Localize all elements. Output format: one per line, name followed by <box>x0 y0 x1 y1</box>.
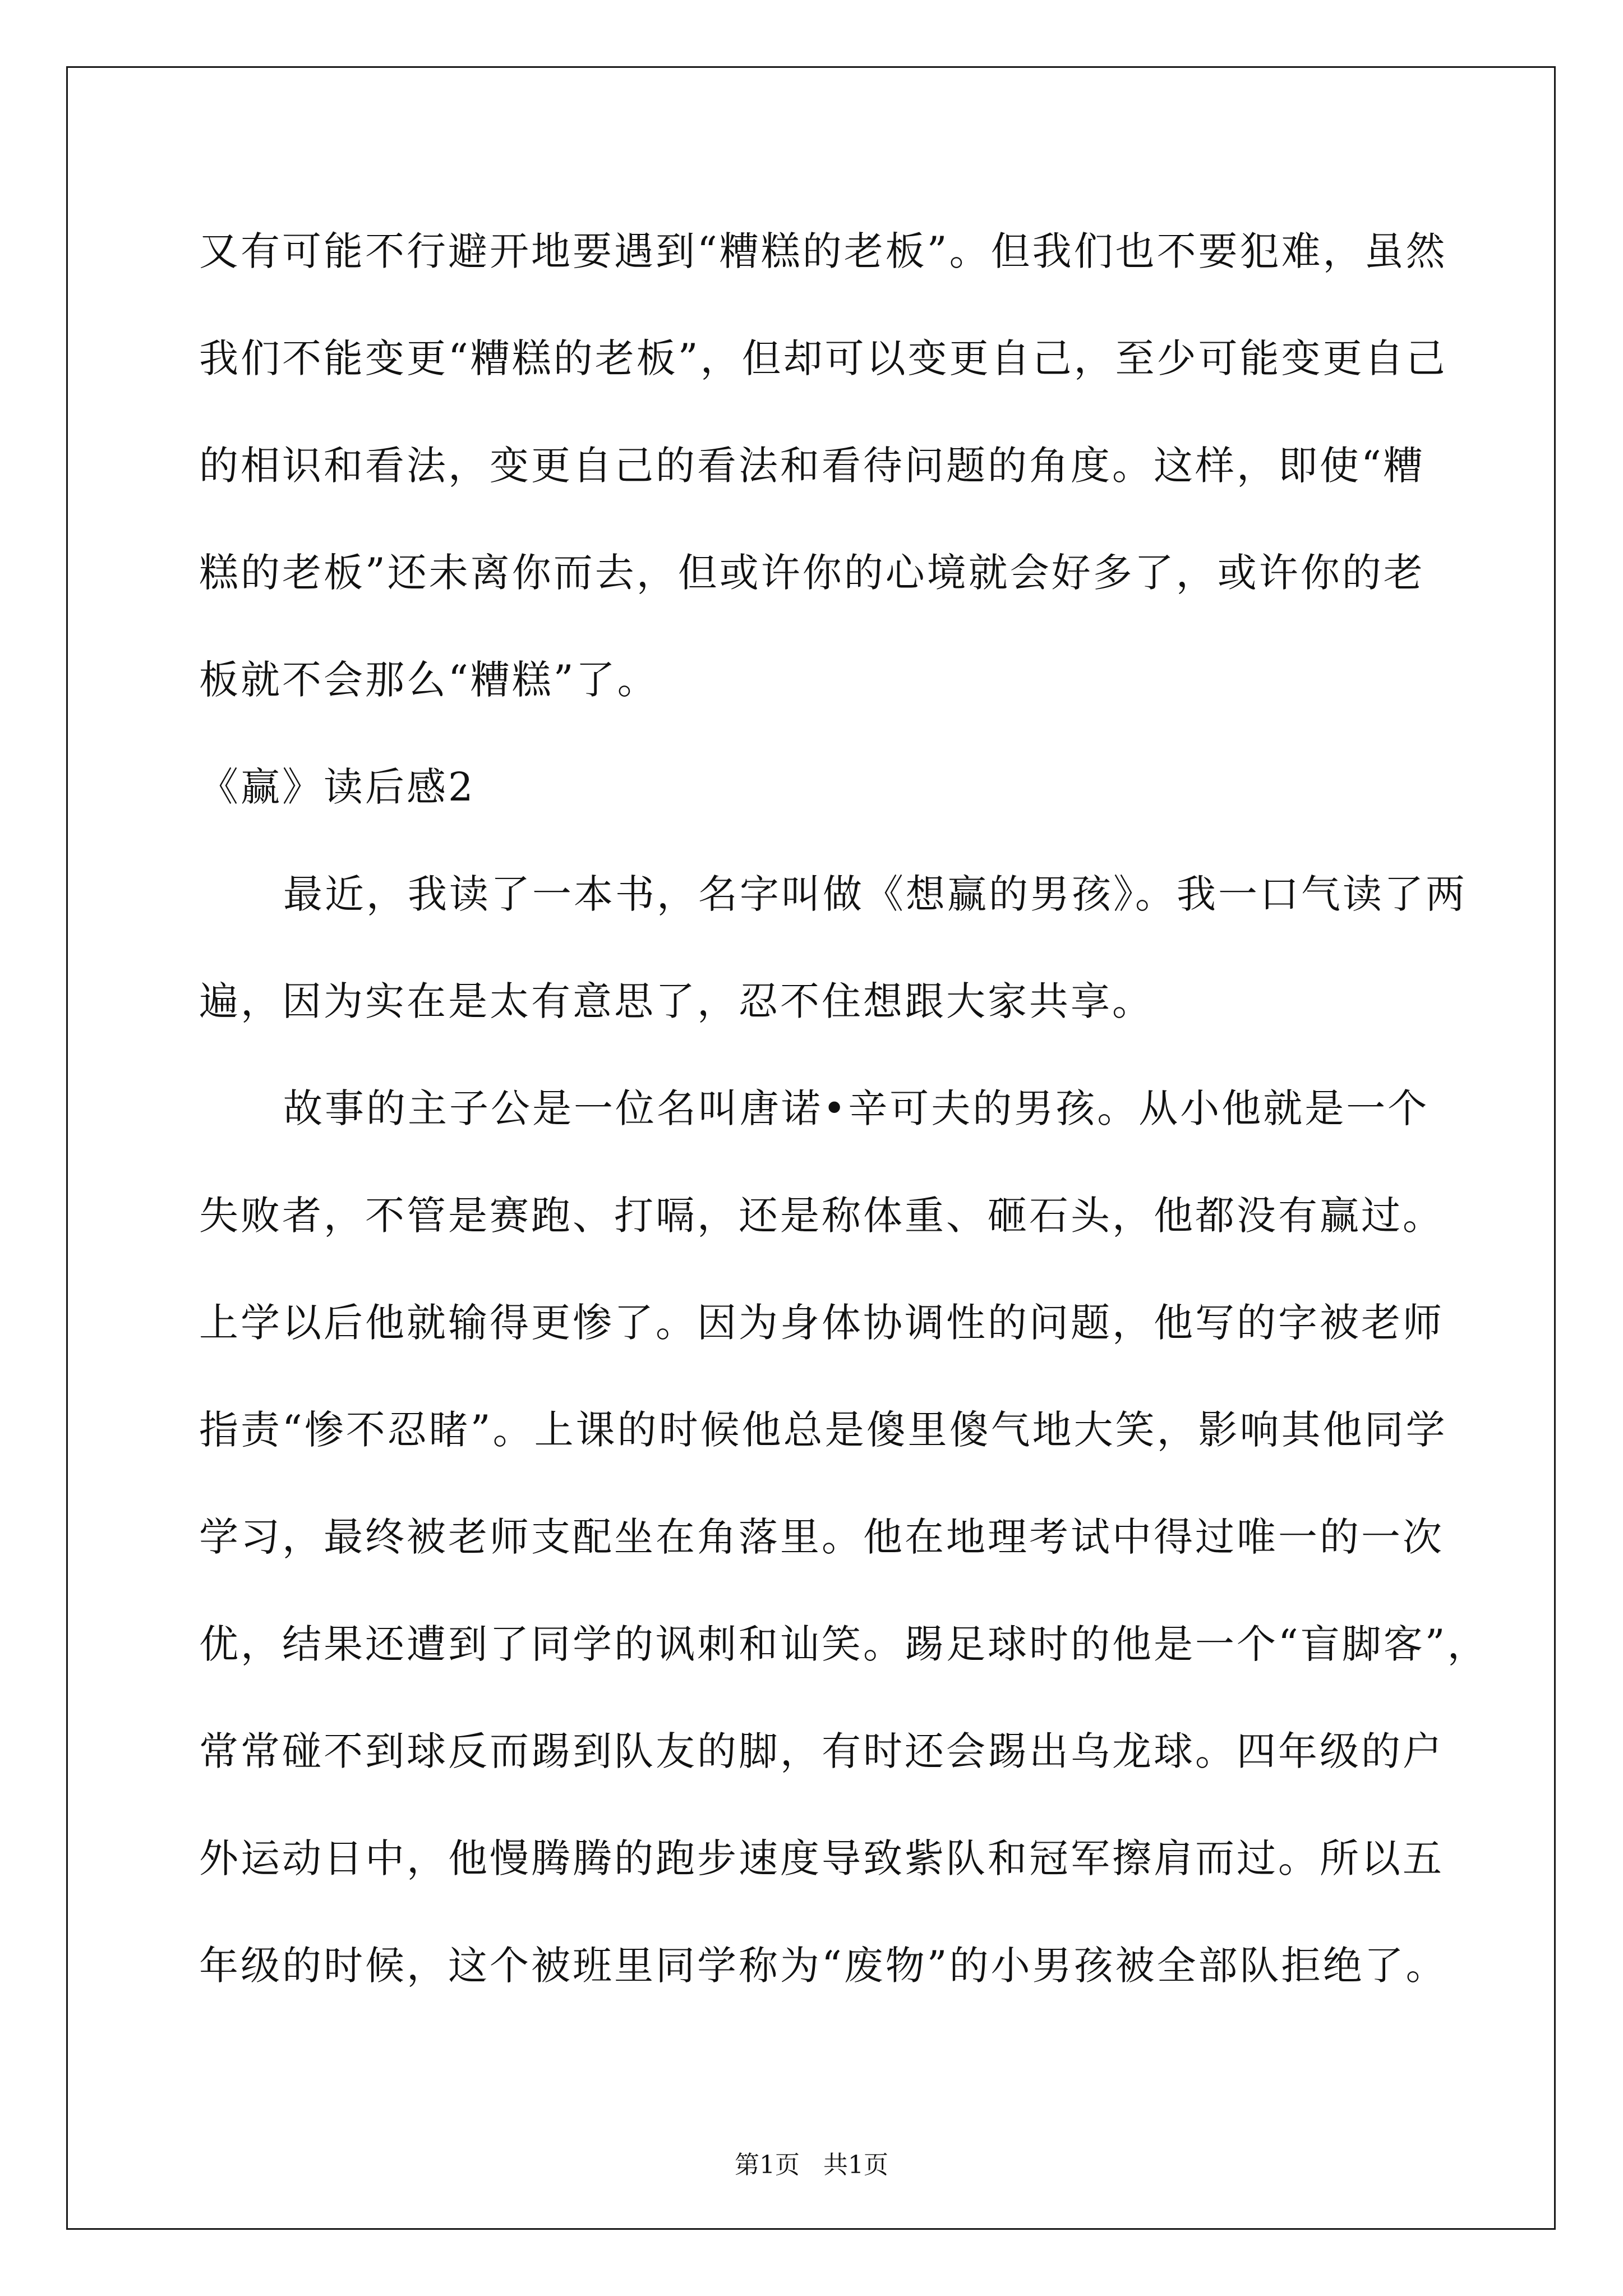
paragraph-3-line: 学习，最终被老师支配坐在角落里。他在地理考试中得过唯一的一次 <box>199 1514 1444 1560</box>
paragraph-2-line: 遍，因为实在是太有意思了，忍不住想跟大家共享。 <box>199 978 1154 1024</box>
paragraph-1-line: 糕的老板”还未离你而去，但或许你的心境就会好多了，或许你的老 <box>199 550 1425 596</box>
paragraph-1-line: 我们不能变更“糟糕的老板”，但却可以变更自己，至少可能变更自己 <box>199 335 1447 381</box>
paragraph-3-line: 失败者，不管是赛跑、打嗝，还是称体重、砸石头，他都没有赢过。 <box>199 1193 1444 1239</box>
paragraph-3-line: 上学以后他就输得更惨了。因为身体协调性的问题，他写的字被老师 <box>199 1300 1444 1346</box>
page-border <box>66 66 1556 2230</box>
page-number-footer: 第1页 共1页 <box>735 2151 888 2179</box>
section-heading: 《赢》读后感2 <box>199 764 476 810</box>
paragraph-3-line: 年级的时候，这个被班里同学称为“废物”的小男孩被全部队拒绝了。 <box>199 1943 1447 1989</box>
paragraph-3-line: 常常碰不到球反而踢到队友的脚，有时还会踢出乌龙球。四年级的户 <box>199 1728 1444 1774</box>
paragraph-1-line: 板就不会那么“糟糕”了。 <box>199 657 659 703</box>
paragraph-2-line: 最近，我读了一本书，名字叫做《想赢的男孩》。我一口气读了两 <box>283 871 1467 917</box>
paragraph-3-line: 指责“惨不忍睹”。上课的时候他总是傻里傻气地大笑，影响其他同学 <box>199 1407 1447 1453</box>
paragraph-3-line: 外运动日中，他慢腾腾的跑步速度导致紫队和冠军擦肩而过。所以五 <box>199 1835 1444 1881</box>
paragraph-1-line: 又有可能不行避开地要遇到“糟糕的老板”。但我们也不要犯难，虽然 <box>199 228 1447 274</box>
paragraph-1-line: 的相识和看法，变更自己的看法和看待问题的角度。这样，即使“糟 <box>199 443 1425 489</box>
paragraph-3-line: 故事的主子公是一位名叫唐诺•辛可夫的男孩。从小他就是一个 <box>283 1085 1430 1131</box>
paragraph-3-line: 优，结果还遭到了同学的讽刺和讪笑。踢足球时的他是一个“盲脚客”， <box>199 1621 1489 1667</box>
